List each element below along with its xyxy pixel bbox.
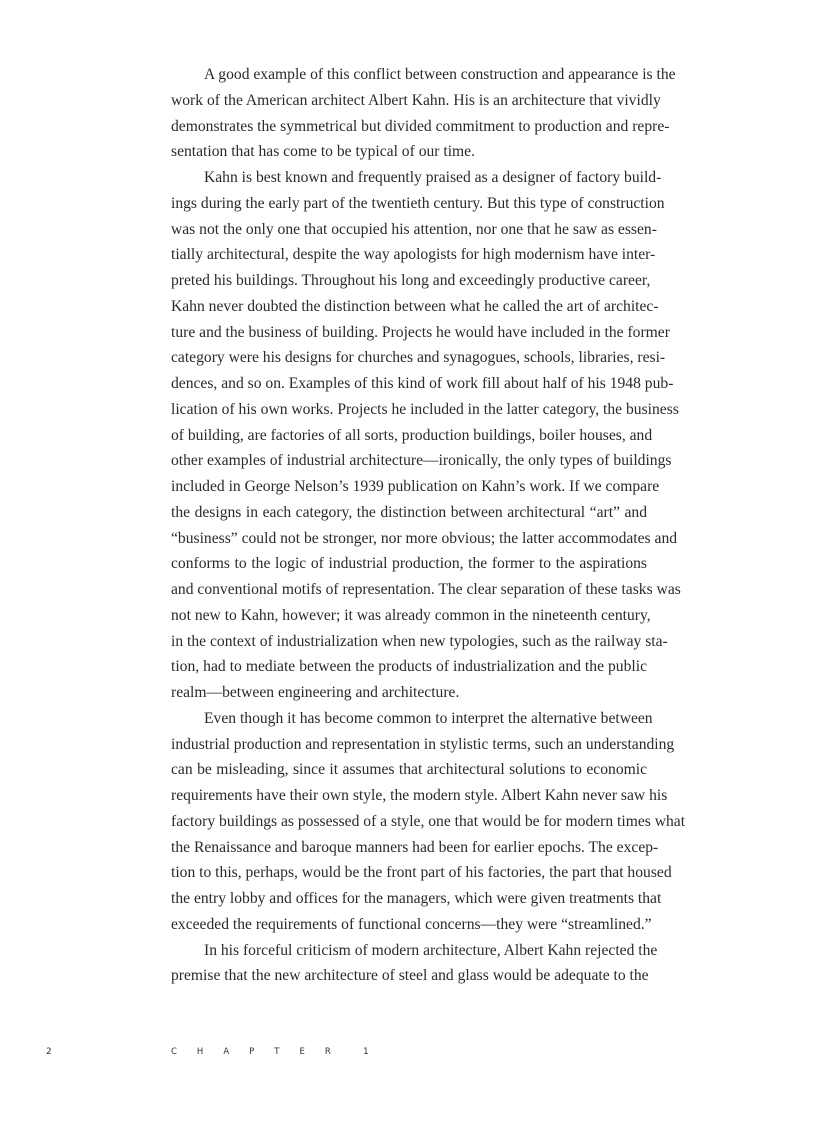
text-line: conforms to the logic of industrial production, the former to the aspirations (171, 555, 647, 573)
paragraph (171, 706, 686, 938)
text-line: tion, had to mediate between the products of industrialization and the public (171, 658, 647, 676)
text-line: other examples of industrial architecture—ironically, the only types of buildings (171, 452, 672, 470)
text-line: realm—between engineering and architecture. (171, 684, 460, 701)
text-line: preted his buildings. Throughout his long and exceedingly productive career, (171, 272, 651, 289)
text-line: work of the American architect Albert Kahn. His is an architecture that vividly (171, 91, 661, 109)
text-line: Kahn never doubted the distinction between what he called the art of architec- (171, 297, 659, 315)
text-line: lication of his own works. Projects he included in the latter category, the business (171, 400, 679, 418)
paragraph (171, 165, 681, 706)
body-text (171, 62, 686, 989)
text-line: factory buildings as possessed of a style, one that would be for modern times what (171, 812, 686, 830)
text-line: tion to this, perhaps, would be the front part of his factories, the part that housed (171, 864, 672, 882)
text-line: sentation that has come to be typical of our time. (171, 143, 475, 161)
text-line: A good example of this conflict between construction and appearance is the (204, 66, 676, 83)
text-line: can be misleading, since it assumes that architectural solutions to economic (171, 761, 647, 779)
text-line: premise that the new architecture of steel and glass would be adequate to the (171, 967, 649, 985)
text-line: and conventional motifs of representation. The clear separation of these tasks was (171, 581, 681, 598)
paragraph (171, 62, 676, 165)
text-line: was not the only one that occupied his attention, nor one that he saw as essen- (171, 220, 657, 238)
text-line: not new to Kahn, however; it was already common in the nineteenth century, (171, 606, 651, 624)
text-line: Even though it has become common to interpret the alternative between (204, 709, 653, 727)
text-line: “business” could not be stronger, nor more obvious; the latter accommodates and (171, 529, 678, 547)
text-line: included in George Nelson’s 1939 publication on Kahn’s work. If we compare (171, 478, 660, 495)
text-line: of building, are factories of all sorts, production buildings, boiler houses, and (171, 426, 653, 444)
text-line: in the context of industrialization when new typologies, such as the railway sta- (171, 632, 668, 650)
text-line: ture and the business of building. Projects he would have included in the former (171, 323, 670, 341)
text-line: exceeded the requirements of functional concerns—they were “streamlined.” (171, 915, 652, 933)
text-line: industrial production and representation in stylistic terms, such an understanding (171, 735, 675, 753)
text-line: ings during the early part of the twentieth century. But this type of construction (171, 194, 665, 212)
text-line: tially architectural, despite the way apologists for high modernism have inter- (171, 246, 656, 264)
running-head: CHAPTER (171, 1047, 351, 1057)
page-number: 2 (46, 1047, 52, 1057)
text-line: Kahn is best known and frequently praised as a designer of factory build- (204, 169, 662, 186)
paragraph (171, 938, 658, 990)
text-line: demonstrates the symmetrical but divided commitment to production and repre- (171, 117, 670, 135)
text-line: the entry lobby and offices for the managers, which were given treatments that (171, 890, 662, 907)
text-line: the Renaissance and baroque manners had been for earlier epochs. The excep- (171, 838, 659, 856)
text-line: category were his designs for churches and synagogues, schools, libraries, resi- (171, 349, 666, 367)
text-line: requirements have their own style, the modern style. Albert Kahn never saw his (171, 787, 668, 804)
text-line: the designs in each category, the distinction between architectural “art” and (171, 503, 647, 521)
text-line: dences, and so on. Examples of this kind of work fill about half of his 1948 pub- (171, 375, 674, 392)
chapter-number: 1 (363, 1047, 369, 1057)
text-line: In his forceful criticism of modern architecture, Albert Kahn rejected the (204, 941, 658, 959)
